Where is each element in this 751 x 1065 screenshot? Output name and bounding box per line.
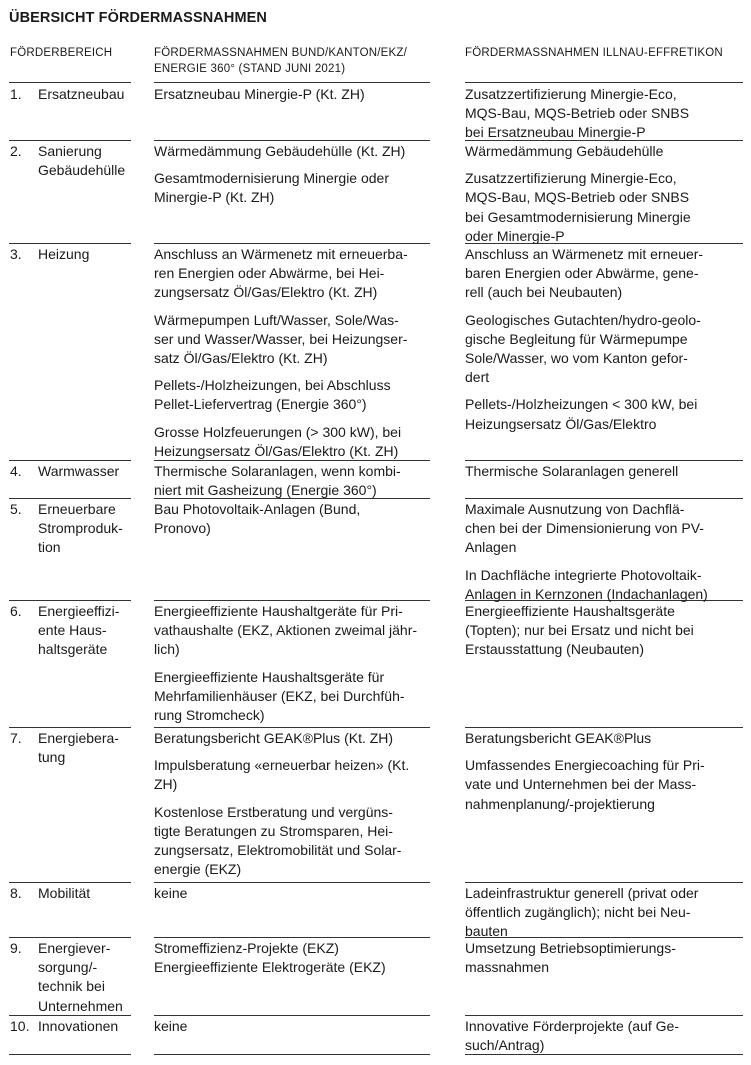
measure-item bbox=[154, 169, 405, 207]
foerderbereich-cell bbox=[38, 85, 124, 104]
text-line: Grosse Holzfeuerungen (> 300 kW), bei bbox=[154, 423, 402, 440]
row-number: 3. bbox=[10, 246, 22, 262]
measure-item bbox=[465, 462, 678, 481]
row-number: 5. bbox=[10, 501, 22, 517]
text-line: Beratungsbericht GEAK®Plus (Kt. ZH) bbox=[154, 730, 394, 746]
text-line: dert bbox=[465, 369, 490, 386]
measure-item bbox=[154, 462, 401, 500]
header-line: FÖRDERMASSNAHMEN ILLNAU-EFFRETIKON bbox=[465, 47, 723, 59]
text-line: Energieeffiziente Elektrogeräte (EKZ) bbox=[154, 959, 386, 976]
row-divider bbox=[9, 882, 131, 883]
measure-item bbox=[465, 395, 703, 433]
text-line: Ladeinfrastruktur generell (privat oder bbox=[465, 885, 699, 901]
foerderbereich-cell bbox=[38, 500, 123, 558]
row-divider bbox=[154, 937, 430, 938]
text-line: Unternehmen bbox=[38, 997, 123, 1014]
text-line: Zusatzzertifizierung Minergie-Eco, bbox=[465, 86, 677, 102]
row-divider bbox=[465, 882, 743, 883]
measure-item bbox=[154, 142, 405, 161]
illnau-effretikon-measures bbox=[465, 729, 705, 814]
text-line: niert mit Gasheizung (Energie 360°) bbox=[154, 482, 377, 499]
header-line: FÖRDERMASSNAHMEN BUND/KANTON/EKZ/ bbox=[154, 47, 408, 59]
bund-kanton-measures bbox=[154, 500, 360, 538]
text-line: rung Stromcheck) bbox=[154, 707, 265, 724]
measure-item bbox=[465, 1017, 679, 1055]
text-line: MQS-Bau, MQS-Betrieb oder SNBS bbox=[465, 189, 690, 206]
text-line: Umfassendes Energiecoaching für Pri- bbox=[465, 757, 705, 774]
text-line: Anschluss an Wärmenetz mit erneuer- bbox=[465, 246, 704, 262]
measure-item bbox=[465, 884, 698, 942]
illnau-effretikon-measures bbox=[465, 85, 689, 143]
header-line: FÖRDERBEREICH bbox=[10, 47, 113, 59]
header-bund-kanton bbox=[154, 45, 407, 77]
text-line: keine bbox=[154, 1018, 188, 1034]
text-line: Innovationen bbox=[38, 1018, 119, 1034]
measure-item bbox=[154, 729, 409, 748]
foerderbereich-cell bbox=[38, 462, 119, 481]
measure-item bbox=[154, 500, 360, 538]
measure-item bbox=[154, 756, 409, 794]
text-line: Zusatzzertifizierung Minergie-Eco, bbox=[465, 170, 677, 187]
text-line: Pellets-/Holzheizungen, bei Abschluss bbox=[154, 377, 391, 394]
text-line: vathaushalte (EKZ, Aktionen zweimal jähr- bbox=[154, 622, 418, 639]
text-line: Minergie-P (Kt. ZH) bbox=[154, 189, 275, 206]
illnau-effretikon-measures bbox=[465, 500, 708, 604]
text-line: Stromproduk- bbox=[38, 520, 123, 537]
text-line: Sole/Wasser, wo vom Kanton gefor- bbox=[465, 350, 688, 367]
text-line: In Dachfläche integrierte Photovoltaik- bbox=[465, 566, 702, 583]
text-line: Energieeffiziente Haushaltsgeräte bbox=[465, 603, 675, 619]
bund-kanton-measures bbox=[154, 245, 408, 461]
illnau-effretikon-measures bbox=[465, 602, 694, 660]
measure-item bbox=[154, 376, 408, 414]
text-line: technik bei bbox=[38, 978, 105, 995]
text-line: lich) bbox=[154, 641, 180, 658]
measure-item bbox=[38, 729, 119, 767]
measure-item bbox=[38, 1017, 118, 1036]
illnau-effretikon-measures bbox=[465, 1017, 679, 1055]
row-divider bbox=[9, 727, 131, 728]
text-line: Anlagen in Kernzonen (Indachanlagen) bbox=[465, 585, 708, 602]
text-line: nahmenplanung/-projektierung bbox=[465, 795, 655, 812]
text-line: satz Öl/Gas/Elektro (Kt. ZH) bbox=[154, 350, 328, 367]
row-divider bbox=[154, 882, 430, 883]
text-line: Gesamtmodernisierung Minergie oder bbox=[154, 170, 389, 187]
text-line: Sanierung bbox=[38, 143, 102, 159]
text-line: ren Energien oder Abwärme, bei Hei- bbox=[154, 265, 385, 282]
header-illnau-effretikon bbox=[465, 45, 723, 61]
text-line: tigte Beratungen zu Stromsparen, Hei- bbox=[154, 822, 393, 839]
text-line: oder Minergie-P bbox=[465, 227, 565, 244]
row-divider bbox=[9, 460, 131, 461]
measure-item bbox=[465, 602, 694, 660]
text-line: Impulsberatung «erneuerbar heizen» (Kt. bbox=[154, 757, 410, 774]
text-line: Wärmepumpen Luft/Wasser, Sole/Was- bbox=[154, 311, 399, 328]
illnau-effretikon-measures bbox=[465, 142, 691, 246]
measure-item bbox=[465, 939, 676, 977]
text-line: Stromeffizienz-Projekte (EKZ) bbox=[154, 940, 339, 956]
text-line: Heizung bbox=[38, 246, 90, 262]
text-line: (Topten); nur bei Ersatz und nicht bei bbox=[465, 622, 694, 639]
measure-item bbox=[154, 1017, 187, 1036]
illnau-effretikon-measures bbox=[465, 884, 698, 942]
measure-item bbox=[38, 500, 123, 558]
measure-item bbox=[38, 939, 123, 1016]
measure-item bbox=[465, 142, 691, 161]
text-line: Gebäudehülle bbox=[38, 162, 126, 179]
header-line: ENERGIE 360° (STAND JUNI 2021) bbox=[154, 63, 346, 75]
row-divider bbox=[9, 498, 131, 499]
row-number: 2. bbox=[10, 143, 22, 159]
row-divider bbox=[465, 460, 743, 461]
row-divider bbox=[154, 243, 430, 244]
text-line: vate und Unternehmen bei der Mass- bbox=[465, 776, 697, 793]
text-line: Wärmedämmung Gebäudehülle (Kt. ZH) bbox=[154, 143, 406, 159]
text-line: Energiebera- bbox=[38, 730, 119, 746]
text-line: tung bbox=[38, 749, 66, 766]
row-divider bbox=[154, 1015, 430, 1016]
illnau-effretikon-measures bbox=[465, 939, 676, 977]
text-line: Thermische Solaranlagen, wenn kombi- bbox=[154, 463, 401, 479]
measure-item bbox=[465, 311, 703, 388]
text-line: Anlagen bbox=[465, 539, 517, 556]
text-line: Wärmedämmung Gebäudehülle bbox=[465, 143, 664, 159]
page-title: ÜBERSICHT FÖRDERMASSNAHMEN bbox=[9, 10, 267, 26]
bund-kanton-measures bbox=[154, 142, 405, 208]
text-line: gische Begleitung für Wärmepumpe bbox=[465, 330, 688, 347]
text-line: energie (EKZ) bbox=[154, 861, 242, 878]
text-line: Anschluss an Wärmenetz mit erneuerba- bbox=[154, 246, 408, 262]
measure-item bbox=[465, 85, 689, 143]
text-line: Heizungsersatz Öl/Gas/Elektro (Kt. ZH) bbox=[154, 442, 399, 459]
measure-item bbox=[154, 245, 408, 303]
measure-item bbox=[38, 142, 125, 180]
foerderbereich-cell bbox=[38, 142, 125, 180]
text-line: such/Antrag) bbox=[465, 1037, 545, 1054]
row-divider bbox=[465, 1015, 743, 1016]
row-divider bbox=[9, 140, 131, 141]
measure-item bbox=[465, 500, 708, 558]
measure-item bbox=[154, 602, 417, 660]
text-line: ser und Wasser/Wasser, bei Heizungser- bbox=[154, 330, 408, 347]
measure-item bbox=[154, 423, 408, 461]
text-line: Beratungsbericht GEAK®Plus bbox=[465, 730, 652, 746]
text-line: Warmwasser bbox=[38, 463, 120, 479]
measure-item bbox=[38, 462, 119, 481]
text-line: zungsersatz Öl/Gas/Elektro (Kt. ZH) bbox=[154, 284, 378, 301]
text-line: Pellet-Liefervertrag (Energie 360°) bbox=[154, 396, 367, 413]
foerderbereich-cell bbox=[38, 884, 90, 903]
text-line: massnahmen bbox=[465, 959, 550, 976]
text-line: Kostenlose Erstberatung und vergüns- bbox=[154, 803, 393, 820]
measure-item bbox=[465, 245, 703, 303]
text-line: Mehrfamilienhäuser (EKZ, bei Durchfüh- bbox=[154, 687, 405, 704]
text-line: Energieeffizi- bbox=[38, 603, 120, 619]
row-divider bbox=[9, 937, 131, 938]
text-line: Geologisches Gutachten/hydro-geolo- bbox=[465, 311, 701, 328]
text-line: bei Ersatzneubau Minergie-P bbox=[465, 124, 646, 141]
bund-kanton-measures bbox=[154, 85, 365, 104]
text-line: chen bei der Dimensionierung von PV- bbox=[465, 520, 704, 537]
text-line: bei Gesamtmodernisierung Minergie bbox=[465, 208, 691, 225]
row-number: 7. bbox=[10, 730, 22, 746]
text-line: keine bbox=[154, 885, 188, 901]
bund-kanton-measures bbox=[154, 602, 417, 725]
row-divider bbox=[9, 600, 131, 601]
row-number: 4. bbox=[10, 463, 22, 479]
text-line: Pronovo) bbox=[154, 520, 211, 537]
header-foerderbereich bbox=[10, 45, 112, 61]
text-line: tion bbox=[38, 539, 61, 556]
row-number: 9. bbox=[10, 940, 22, 956]
text-line: sorgung/- bbox=[38, 959, 98, 976]
row-divider bbox=[154, 600, 430, 601]
row-divider bbox=[154, 727, 430, 728]
text-line: ZH) bbox=[154, 776, 178, 793]
measure-item bbox=[154, 311, 408, 369]
text-line: Erneuerbare bbox=[38, 501, 116, 517]
measure-item bbox=[465, 756, 705, 814]
bund-kanton-measures bbox=[154, 884, 187, 903]
text-line: öffentlich zugänglich); nicht bei Neu- bbox=[465, 904, 691, 921]
text-line: Bau Photovoltaik-Anlagen (Bund, bbox=[154, 501, 361, 517]
row-number: 10. bbox=[10, 1018, 30, 1034]
text-line: MQS-Bau, MQS-Betrieb oder SNBS bbox=[465, 105, 690, 122]
bund-kanton-measures bbox=[154, 939, 386, 977]
measure-item bbox=[154, 803, 409, 880]
measure-item bbox=[38, 884, 90, 903]
text-line: zungsersatz, Elektromobilität und Solar- bbox=[154, 842, 402, 859]
row-divider bbox=[154, 82, 430, 83]
text-line: Mobilität bbox=[38, 885, 91, 901]
row-divider bbox=[154, 140, 430, 141]
text-line: bauten bbox=[465, 923, 508, 940]
text-line: Energiever- bbox=[38, 940, 111, 956]
measure-item bbox=[154, 939, 386, 977]
text-line: haltsgeräte bbox=[38, 641, 108, 658]
foerderbereich-cell bbox=[38, 602, 119, 660]
text-line: Ersatzneubau bbox=[38, 86, 125, 102]
text-line: Erstausstattung (Neubauten) bbox=[465, 641, 644, 658]
text-line: Energieeffiziente Haushaltgeräte für Pri- bbox=[154, 603, 403, 619]
row-number: 1. bbox=[10, 86, 22, 102]
measure-item bbox=[154, 85, 365, 104]
row-divider bbox=[465, 498, 743, 499]
text-line: Ersatzneubau Minergie-P (Kt. ZH) bbox=[154, 86, 365, 102]
foerderbereich-cell bbox=[38, 1017, 118, 1036]
bund-kanton-measures bbox=[154, 462, 401, 500]
measure-item bbox=[154, 884, 187, 903]
bund-kanton-measures bbox=[154, 1017, 187, 1036]
measure-item bbox=[38, 245, 89, 264]
illnau-effretikon-measures bbox=[465, 462, 678, 481]
row-divider bbox=[465, 727, 743, 728]
measure-item bbox=[465, 169, 691, 246]
text-line: Heizungsersatz Öl/Gas/Elektro bbox=[465, 415, 657, 432]
measure-item bbox=[38, 85, 124, 104]
row-divider bbox=[9, 1054, 131, 1055]
measure-item bbox=[38, 602, 119, 660]
text-line: Energieeffiziente Haushaltsgeräte für bbox=[154, 668, 385, 685]
measure-item bbox=[154, 668, 417, 726]
measure-item bbox=[465, 729, 705, 748]
text-line: rell (auch bei Neubauten) bbox=[465, 284, 623, 301]
foerderbereich-cell bbox=[38, 729, 119, 767]
foerderbereich-cell bbox=[38, 245, 89, 264]
row-number: 6. bbox=[10, 603, 22, 619]
row-divider bbox=[465, 82, 743, 83]
text-line: ente Haus- bbox=[38, 622, 107, 639]
row-number: 8. bbox=[10, 885, 22, 901]
text-line: Pellets-/Holzheizungen < 300 kW, bei bbox=[465, 396, 698, 413]
text-line: Maximale Ausnutzung von Dachflä- bbox=[465, 501, 685, 517]
measure-item bbox=[465, 566, 708, 604]
row-divider bbox=[9, 82, 131, 83]
text-line: Umsetzung Betriebsoptimierungs- bbox=[465, 940, 676, 956]
text-line: baren Energien oder Abwärme, gene- bbox=[465, 265, 699, 282]
row-divider bbox=[154, 1054, 430, 1055]
foerderbereich-cell bbox=[38, 939, 123, 1016]
illnau-effretikon-measures bbox=[465, 245, 703, 434]
text-line: Thermische Solaranlagen generell bbox=[465, 463, 679, 479]
row-divider bbox=[9, 243, 131, 244]
text-line: Innovative Förderprojekte (auf Ge- bbox=[465, 1018, 679, 1034]
bund-kanton-measures bbox=[154, 729, 409, 879]
